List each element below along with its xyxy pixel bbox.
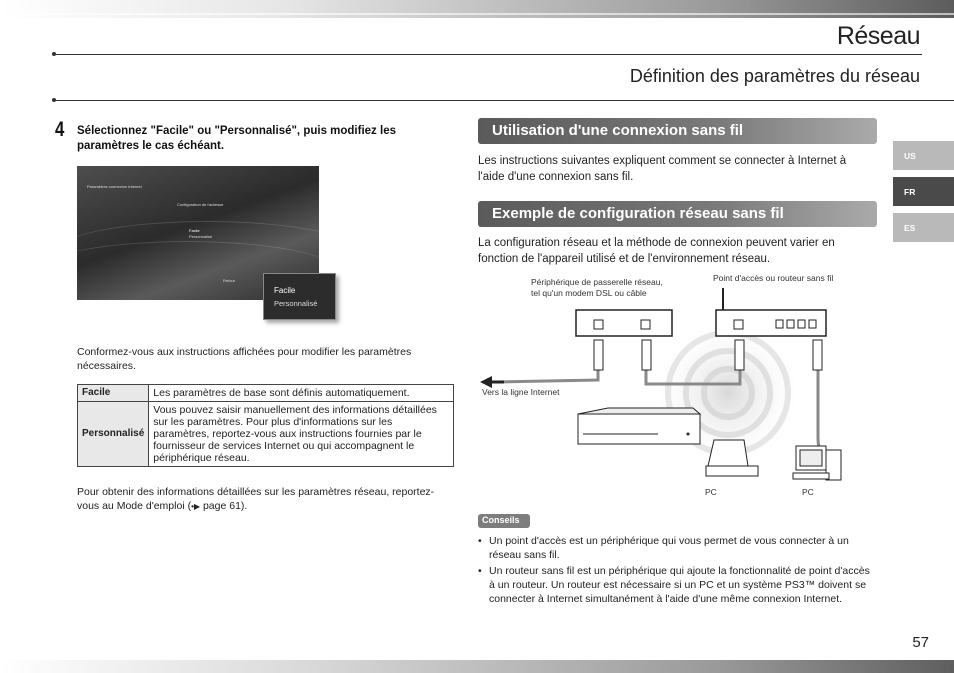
tips-label: Conseils [482,515,520,525]
popup-option-custom: Personnalisé [274,299,318,308]
screenshot-back: Retour [223,278,236,283]
ps3-console-icon [578,408,700,444]
router-icon [716,288,826,336]
pc-label-desktop: PC [802,487,814,497]
pc-label-laptop: PC [705,487,717,497]
bullet-icon: • [478,535,482,547]
step-instruction: Sélectionnez "Facile" ou "Personnalisé", puis modifiez les paramètres le cas échéant. [77,125,396,152]
table-row [78,402,454,467]
section-title-wireless: Utilisation d'une connexion sans fil [492,122,744,139]
screenshot-zoom-popup [263,273,336,320]
header-rule-bottom [54,100,954,101]
step-number: 4 [55,118,65,141]
screenshot-option-custom: Personnalisé [189,234,213,239]
desktop-pc-icon [793,446,841,480]
lang-tab-us[interactable] [893,141,954,170]
section-text-example: La configuration réseau et la méthode de connexion peuvent varier en fonction de l'appareil utilisé et de l'environnement réseau. [478,237,835,265]
gateway-label [531,277,663,299]
table-row [78,385,454,402]
screenshot-option-easy: Facile [189,228,200,233]
follow-instructions-text: Conformez-vous aux instructions affichées pour modifier les paramètres nécessaires. [77,346,412,372]
gateway-label-line1: Périphérique de passerelle réseau, [531,277,663,287]
section-header-example [478,201,877,227]
page-number: 57 [912,634,929,651]
section-title-example: Exemple de configuration réseau sans fil [492,205,784,222]
internet-label: Vers la ligne Internet [482,387,560,397]
tip-item [478,534,870,562]
reference-arrow-icon: •▶ [191,502,201,511]
bullet-icon: • [478,565,482,577]
lang-tab-fr[interactable] [893,177,954,206]
table-key: Personnalisé [78,402,149,467]
reference-page: page 61). [200,500,248,512]
lang-tab-us-label: US [904,151,916,161]
screenshot-menu-title: Configuration de l'adresse [177,202,224,207]
tip-text: Un routeur sans fil est un périphérique qui ajoute la fonctionnalité de point d'accès à un routeur. Un routeur est nécessaire si un PC et un système PS3™ doivent se connecter à Internet simultanément à l'aide d'une même connexion Internet. [489,565,870,605]
header-rule-top [54,54,922,55]
tip-text: Un point d'accès est un périphérique qui vous permet de vous connecter à un réseau sans fil. [489,535,849,561]
tip-item [478,564,870,606]
gateway-label-line2: tel qu'un modem DSL ou câble [531,288,647,298]
section-header-wireless [478,118,877,144]
tips-badge [478,514,530,528]
table-value: Vous pouvez saisir manuellement des informations détaillées sur les paramètres. Pour plus d'informations sur les paramètres, reportez-vous aux instructions fournies par le fournisseur de services Internet ou qui accompagnent le périphérique réseau. [149,402,454,467]
router-label: Point d'accès ou routeur sans fil [713,273,834,283]
popup-option-easy: Facile [274,286,296,295]
lang-tab-es-label: ES [904,223,916,233]
page-title: Réseau [836,22,920,50]
page-subtitle: Définition des paramètres du réseau [629,66,920,86]
reference-text-main: Pour obtenir des informations détaillées sur les paramètres réseau, reportez-vous au Mode d'emploi ( [77,486,435,512]
table-value: Les paramètres de base sont définis automatiquement. [149,385,454,402]
table-key: Facile [78,385,149,402]
screenshot-header: Paramètres connexion Internet [87,184,142,189]
reference-text [77,485,455,514]
bottom-gradient-bar [0,660,954,673]
settings-table [77,384,454,467]
lang-tab-es[interactable] [893,213,954,242]
lang-tab-fr-label: FR [904,187,916,197]
modem-icon [576,310,672,336]
top-gradient-bar [0,0,954,18]
section-text-wireless: Les instructions suivantes expliquent comment se connecter à Internet à l'aide d'une connexion sans fil. [478,155,847,183]
